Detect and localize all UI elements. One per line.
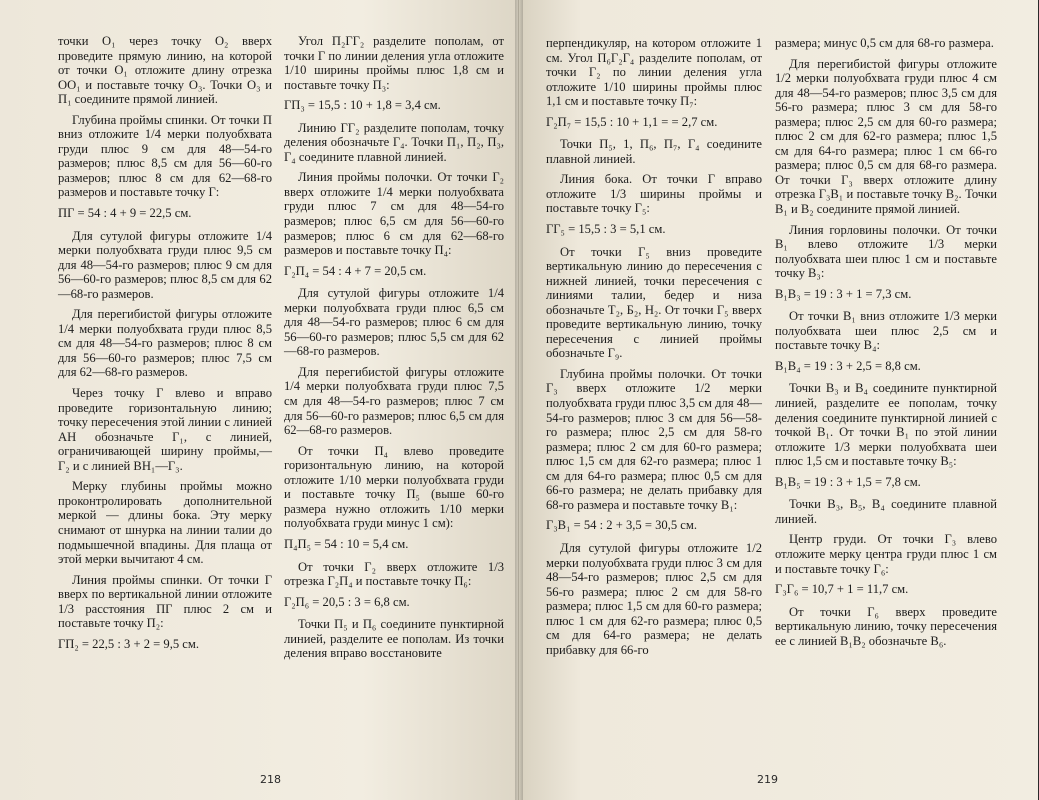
formula-line: ПГ = 54 : 4 + 9 = 22,5 см. bbox=[58, 206, 192, 221]
formula-line: Г₂П₄ = 54 : 4 + 7 = 20,5 см. bbox=[284, 263, 427, 278]
paragraph: размера; минус 0,5 см для 68-го размера. bbox=[775, 36, 994, 50]
formula-line: В₁В₅ = 19 : 3 + 1,5 = 7,8 см. bbox=[775, 474, 921, 489]
paragraph: От точки Г₆ вверх проведите вертикальную линию, точку пересечения ее с линией В₁В₂ обозначьте В₆. bbox=[775, 604, 997, 648]
page-number-left: 218 bbox=[260, 773, 281, 786]
left-page-column-1 bbox=[58, 34, 272, 659]
paragraph: Точки П₅ и П₆ соедините пунктирной линией, разделите ее пополам. Из точки деления вправо восстановите bbox=[284, 617, 504, 661]
formula-line: Г₃Г₆ = 10,7 + 1 = 11,7 см. bbox=[775, 582, 909, 597]
left-page bbox=[0, 0, 519, 800]
paragraph: точки О₁ через точку О₂ вверх проведите прямую линию, на которой от точки О₁ отложите длину отрезка ОО₁ и поставьте точку О₃. Точки О₃ и П₁ соедините прямой линией. bbox=[58, 34, 272, 107]
formula-line: В₁В₃ = 19 : 3 + 1 = 7,3 см. bbox=[775, 286, 912, 301]
paragraph: Линия горловины полочки. От точки В₁ влево отложите 1/3 мерки полуобхвата шеи плюс 1 см и поставьте точку В₃: bbox=[775, 222, 997, 281]
paragraph: Для перегибистой фигуры отложите 1/2 мерки полуобхвата груди плюс 4 см для 48—54-го размеров; плюс 3,5 см для 56-го размера; плюс 3 см для 58-го размера; плюс 2,5 см для 60-го размера; плюс 2 см для 62-го размера; плюс 1,5 см для 64-го размера; плюс 1 см 66-го размера; плюс 0,5 см для 68-го размера. От точки Г₃ вверх отложите длину отрезка Г₃В₁ и поставьте точку В₂. Точки В₁ и В₂ соедините прямой линией. bbox=[775, 56, 997, 217]
formula-line: Г₂П₇ = 15,5 : 10 + 1,1 = = 2,7 см. bbox=[546, 114, 718, 129]
right-page-column-2 bbox=[775, 36, 997, 654]
paragraph: От точки В₁ вниз отложите 1/3 мерки полуобхвата шеи плюс 2,5 см и поставьте точку В₄: bbox=[775, 309, 997, 353]
formula-line: Г₃В₁ = 54 : 2 + 3,5 = 30,5 см. bbox=[546, 518, 697, 533]
formula-line: П₄П₅ = 54 : 10 = 5,4 см. bbox=[284, 536, 409, 551]
formula-line: В₁В₄ = 19 : 3 + 2,5 = 8,8 см. bbox=[775, 358, 921, 373]
paragraph: Линия проймы спинки. От точки Г вверх по вертикальной линии отложите 1/3 расстояния ПГ плюс 2 см и поставьте точку П₂: bbox=[58, 572, 272, 631]
formula-line: Г₂П₆ = 20,5 : 3 = 6,8 см. bbox=[284, 594, 410, 609]
paragraph: Глубина проймы спинки. От точки П вниз отложите 1/4 мерки полуобхвата груди плюс 9 см для 48—54-го размеров; плюс 8,5 см для 56—60-го размеров; плюс 8 см для 62—68-го размеров и поставьте точку Г: bbox=[58, 112, 272, 200]
paragraph: Для сутулой фигуры отложите 1/4 мерки полуобхвата груди плюс 6,5 см для 48—54-го размеров; плюс 6 см для 56—60-го размеров; плюс 5,5 см для 62—68-го размеров. bbox=[284, 286, 504, 359]
paragraph: Линию ГГ₂ разделите пополам, точку деления обозначьте Г₄. Точки П₁, П₂, П₃, Г₄ соедините плавной линией. bbox=[284, 120, 504, 164]
paragraph: Центр груди. От точки Г₃ влево отложите мерку центра груди плюс 1 см и поставьте точку Г₆: bbox=[775, 532, 997, 576]
formula-line: ГП₃ = 15,5 : 10 + 1,8 = 3,4 см. bbox=[284, 98, 441, 113]
paragraph: От точки П₄ влево проведите горизонтальную линию, на которой отложите 1/10 мерки полуобхвата груди и поставьте точку П₅ (выше 60-го размера нужно отложить 1/10 мерки полуобхвата груди минус 1 см): bbox=[284, 443, 504, 531]
paragraph: Для перегибистой фигуры отложите 1/4 мерки полуобхвата груди плюс 8,5 см для 48—54-го размеров; плюс 8 см для 56—60-го размеров; плюс 7,5 см для 62—68-го размеров. bbox=[58, 307, 272, 380]
right-page bbox=[519, 0, 1038, 800]
paragraph: перпендикуляр, на котором отложите 1 см. Угол П₆Г₂Г₄ разделите пополам, от точки Г₂ по линии деления угла отложите 1/10 ширины проймы плюс 1,1 см и поставьте точку П₇: bbox=[546, 36, 762, 109]
paragraph: Угол П₂ГГ₂ разделите пополам, от точки Г по линии деления угла отложите 1/10 ширины проймы плюс 1,8 см и поставьте точку П₃: bbox=[284, 34, 504, 92]
paragraph: Точки В₃, В₅, В₄ соедините плавной линией. bbox=[775, 497, 997, 526]
paragraph: Линия проймы полочки. От точки Г₂ вверх отложите 1/4 мерки полуобхвата груди плюс 7 см для 48—54-го размеров; плюс 6,5 см для 56—60-го размеров; плюс 6 см для 62—68-го размеров и поставьте точку П₄: bbox=[284, 170, 504, 258]
page-number-right: 219 bbox=[757, 773, 778, 786]
paragraph: Для сутулой фигуры отложите 1/4 мерки полуобхвата груди плюс 9,5 см для 48—54-го размеров; плюс 9 см для 56—60-го размеров; плюс 8,5 см для 62—68-го размеров. bbox=[58, 228, 272, 301]
paragraph: От точки Г₅ вниз проведите вертикальную линию до пересечения с нижней линией, точки пересечения с линиями талии, бедер и низа обозначьте Т₂, Б₂, Н₂. От точки Г₅ вверх проведите вертикальную линию, точку пересечения с линией проймы обозначьте Г₉. bbox=[546, 244, 762, 361]
paragraph: Для перегибистой фигуры отложите 1/4 мерки полуобхвата груди плюс 7,5 см для 48—54-го размеров; плюс 7 см для 56—60-го размеров; плюс 6,5 см для 62—68-го размеров. bbox=[284, 364, 504, 438]
left-page-column-2 bbox=[284, 34, 504, 667]
paragraph: От точки Г₂ вверх отложите 1/3 отрезка Г₂П₄ и поставьте точку П₆: bbox=[284, 559, 504, 589]
right-page-column-1 bbox=[546, 36, 762, 663]
paragraph: Точки В₃ и В₄ соедините пунктирной линией, разделите ее пополам, точку деления соедините пунктирной линией с точкой В₁. От точки В₁ по этой линии отложите 1/3 мерки полуобхвата шеи плюс 1,5 см и поставьте точку В₅: bbox=[775, 381, 997, 469]
paragraph: Точки П₅, 1, П₆, П₇, Г₄ соедините плавной линией. bbox=[546, 137, 762, 166]
formula-line: ГГ₅ = 15,5 : 3 = 5,1 см. bbox=[546, 222, 666, 237]
paragraph: Через точку Г влево и вправо проведите горизонтальную линию; точку пересечения этой линии с линией АН обозначьте Г₁, с линией, ограничивающей ширину проймы,— Г₂ и с линией ВН₁—Г₃. bbox=[58, 386, 272, 473]
paragraph: Линия бока. От точки Г вправо отложите 1/3 ширины проймы и поставьте точку Г₅: bbox=[546, 172, 762, 216]
paragraph: Глубина проймы полочки. От точки Г₃ вверх отложите 1/2 мерки полуобхвата груди плюс 3,5 см для 48—54-го размеров; плюс 3 см для 56—58-го размера; плюс 2,5 см для 58-го размера; плюс 2 см для 60-го размера; плюс 1,5 см для 62-го размера; плюс 1 см для 64-го размера; плюс 0,5 см для 66-го размера; не делать прибавку для 68-го размера и поставьте точку В₁: bbox=[546, 366, 762, 512]
paragraph: Для сутулой фигуры отложите 1/2 мерки полуобхвата груди плюс 3 см для 48—54-го размеров; плюс 2,5 см для 56-го размера; плюс 2 см для 58-го размера; плюс 1,5 см для 60-го размера; плюс 1 см для 62-го размера; плюс 0,5 см для 64-го размера; не делать прибавку для 66-го bbox=[546, 540, 762, 657]
formula-line: ГП₂ = 22,5 : 3 + 2 = 9,5 см. bbox=[58, 636, 199, 651]
paragraph: Мерку глубины проймы можно проконтролировать дополнительной меркой — длины бока. Эту мерку снимают от шнурка на линии талии до подмышечной впадины. Для плаща от этой мерки вычитают 4 см. bbox=[58, 479, 272, 567]
